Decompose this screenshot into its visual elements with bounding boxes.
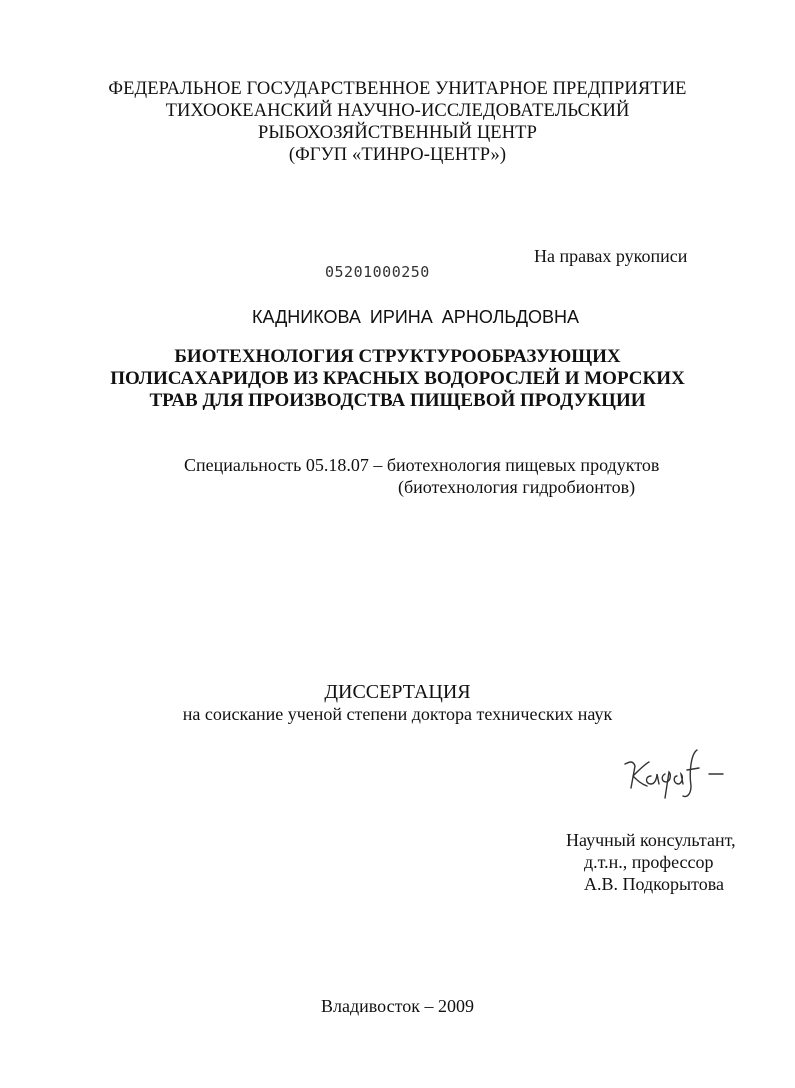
organization-line-4: (ФГУП «ТИНРО-ЦЕНТР») bbox=[288, 145, 507, 165]
organization-line-1: ФЕДЕРАЛЬНОЕ ГОСУДАРСТВЕННОЕ УНИТАРНОЕ ПРЕДПРИЯТИЕ bbox=[108, 79, 687, 99]
document-type: ДИССЕРТАЦИЯ bbox=[324, 681, 471, 703]
author-name: КАДНИКОВА ИРИНА АРНОЛЬДОВНА bbox=[252, 307, 580, 327]
organization-line-2: ТИХООКЕАНСКИЙ НАУЧНО-ИССЛЕДОВАТЕЛЬСКИЙ bbox=[165, 101, 630, 121]
catalog-number: 05201000250 bbox=[325, 263, 430, 281]
degree-line: на соискание ученой степени доктора технических наук bbox=[182, 704, 613, 724]
consultant-role: Научный консультант, bbox=[566, 830, 736, 850]
organization-line-3: РЫБОХОЗЯЙСТВЕННЫЙ ЦЕНТР bbox=[258, 123, 537, 143]
rights-note: На правах рукописи bbox=[534, 246, 688, 266]
title-line-3: ТРАВ ДЛЯ ПРОИЗВОДСТВА ПИЩЕВОЙ ПРОДУКЦИИ bbox=[149, 390, 646, 411]
specialty-line-2: (биотехнология гидробионтов) bbox=[398, 477, 636, 497]
consultant-name: А.В. Подкорытова bbox=[584, 874, 724, 894]
title-line-2: ПОЛИСАХАРИДОВ ИЗ КРАСНЫХ ВОДОРОСЛЕЙ И МОРСКИХ bbox=[110, 368, 685, 389]
consultant-credentials: д.т.н., профессор bbox=[584, 852, 714, 872]
place-and-year: Владивосток – 2009 bbox=[321, 996, 474, 1016]
specialty-line-1: Специальность 05.18.07 – биотехнология пищевых продуктов bbox=[184, 455, 660, 475]
title-line-1: БИОТЕХНОЛОГИЯ СТРУКТУРООБРАЗУЮЩИХ bbox=[174, 346, 621, 367]
handwritten-signature bbox=[615, 742, 735, 802]
